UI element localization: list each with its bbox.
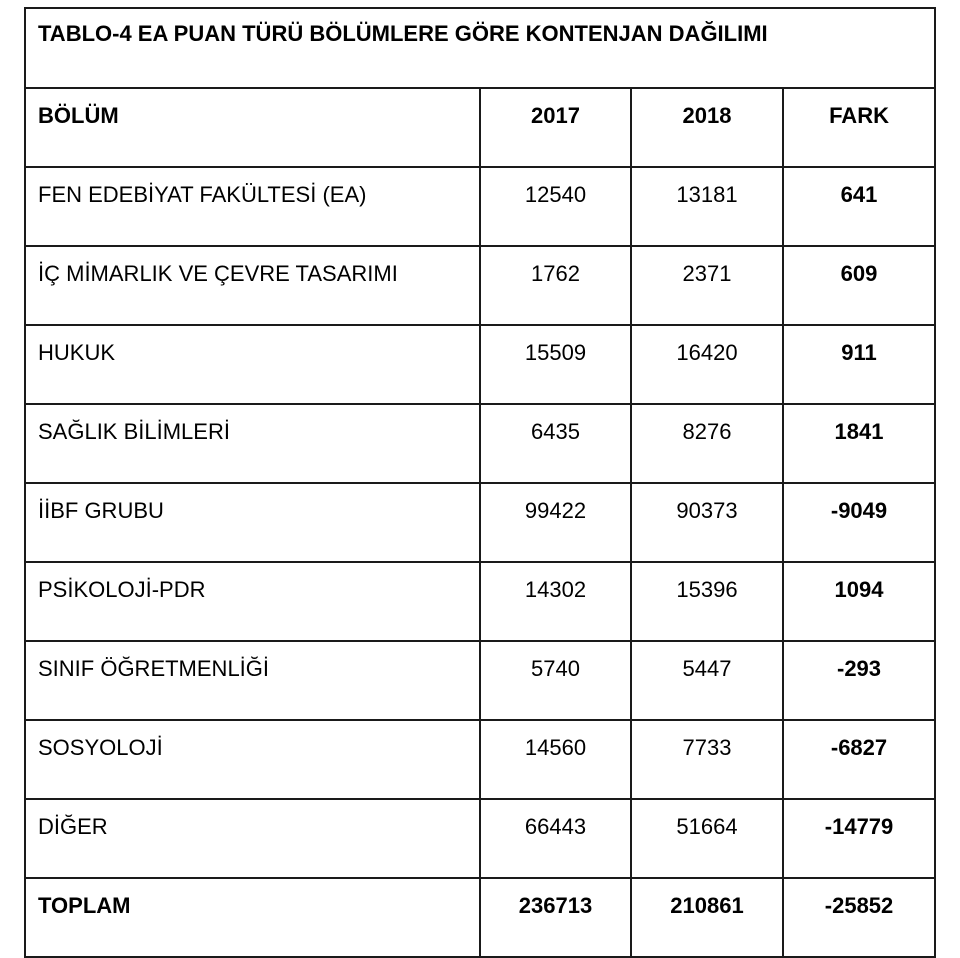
row-department: HUKUK bbox=[25, 325, 480, 404]
row-difference: 1841 bbox=[783, 404, 935, 483]
row-2017-value: 6435 bbox=[480, 404, 631, 483]
row-difference: -9049 bbox=[783, 483, 935, 562]
row-2017-value: 14560 bbox=[480, 720, 631, 799]
header-2018: 2018 bbox=[631, 88, 783, 167]
row-2017-value: 15509 bbox=[480, 325, 631, 404]
table-row bbox=[25, 325, 935, 404]
table-row bbox=[25, 404, 935, 483]
row-difference: -14779 bbox=[783, 799, 935, 878]
row-2018-value: 13181 bbox=[631, 167, 783, 246]
row-department: SAĞLIK BİLİMLERİ bbox=[25, 404, 480, 483]
row-difference: 1094 bbox=[783, 562, 935, 641]
row-department: İÇ MİMARLIK VE ÇEVRE TASARIMI bbox=[25, 246, 480, 325]
table-row bbox=[25, 562, 935, 641]
row-2017-value: 99422 bbox=[480, 483, 631, 562]
table-header-row bbox=[25, 88, 935, 167]
row-2017-value: 12540 bbox=[480, 167, 631, 246]
row-difference: -6827 bbox=[783, 720, 935, 799]
row-2017-value: 1762 bbox=[480, 246, 631, 325]
quota-distribution-table bbox=[24, 7, 936, 958]
total-2017-value: 236713 bbox=[480, 878, 631, 957]
table-row bbox=[25, 483, 935, 562]
table-title-row bbox=[25, 8, 935, 88]
row-2018-value: 15396 bbox=[631, 562, 783, 641]
row-difference: 641 bbox=[783, 167, 935, 246]
total-label: TOPLAM bbox=[25, 878, 480, 957]
row-department: İİBF GRUBU bbox=[25, 483, 480, 562]
table-title: TABLO-4 EA PUAN TÜRÜ BÖLÜMLERE GÖRE KONTENJAN DAĞILIMI bbox=[25, 8, 935, 88]
row-2018-value: 2371 bbox=[631, 246, 783, 325]
row-2018-value: 16420 bbox=[631, 325, 783, 404]
total-2018-value: 210861 bbox=[631, 878, 783, 957]
row-department: SINIF ÖĞRETMENLİĞİ bbox=[25, 641, 480, 720]
table-row bbox=[25, 720, 935, 799]
total-difference: -25852 bbox=[783, 878, 935, 957]
table-row bbox=[25, 641, 935, 720]
table-row bbox=[25, 246, 935, 325]
row-department: PSİKOLOJİ-PDR bbox=[25, 562, 480, 641]
row-difference: 911 bbox=[783, 325, 935, 404]
row-difference: -293 bbox=[783, 641, 935, 720]
row-department: FEN EDEBİYAT FAKÜLTESİ (EA) bbox=[25, 167, 480, 246]
row-department: SOSYOLOJİ bbox=[25, 720, 480, 799]
row-2017-value: 5740 bbox=[480, 641, 631, 720]
row-2018-value: 8276 bbox=[631, 404, 783, 483]
header-department: BÖLÜM bbox=[25, 88, 480, 167]
row-2017-value: 14302 bbox=[480, 562, 631, 641]
row-2017-value: 66443 bbox=[480, 799, 631, 878]
row-2018-value: 5447 bbox=[631, 641, 783, 720]
row-2018-value: 51664 bbox=[631, 799, 783, 878]
row-difference: 609 bbox=[783, 246, 935, 325]
quota-table-container bbox=[24, 7, 934, 958]
table-row bbox=[25, 799, 935, 878]
header-2017: 2017 bbox=[480, 88, 631, 167]
row-department: DİĞER bbox=[25, 799, 480, 878]
header-difference: FARK bbox=[783, 88, 935, 167]
row-2018-value: 90373 bbox=[631, 483, 783, 562]
table-row bbox=[25, 167, 935, 246]
total-row bbox=[25, 878, 935, 957]
row-2018-value: 7733 bbox=[631, 720, 783, 799]
